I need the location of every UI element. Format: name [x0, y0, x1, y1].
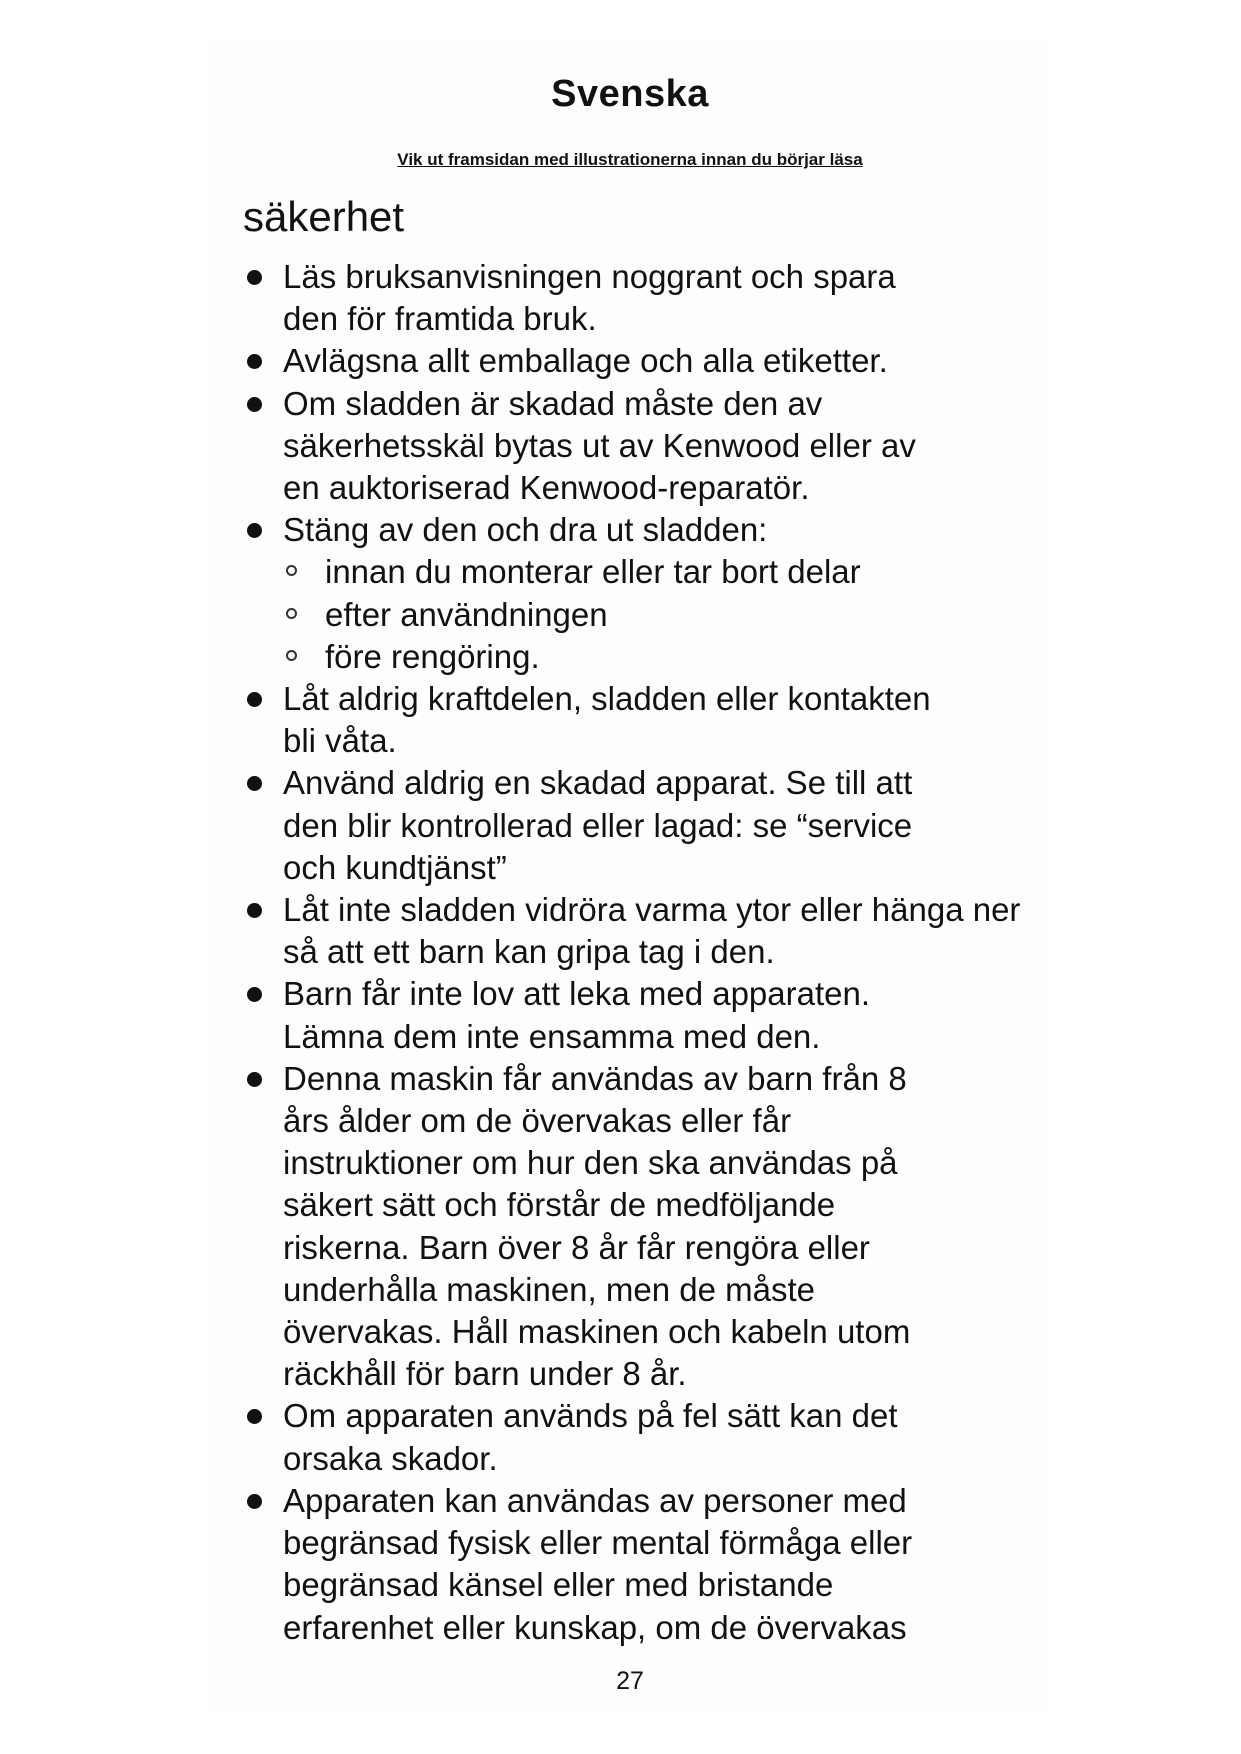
list-item-text: Barn får inte lov att leka med apparaten. Lämna dem inte ensamma med den. — [283, 975, 871, 1055]
list-item — [243, 509, 1023, 678]
list-item-text: Avlägsna allt emballage och alla etiketter. — [283, 342, 888, 380]
list-item-text: Låt aldrig kraftdelen, sladden eller kontakten bli våta. — [283, 680, 931, 760]
bullet-icon — [247, 1072, 262, 1087]
list-item — [243, 256, 1023, 340]
circle-bullet-icon — [286, 650, 297, 661]
list-item — [243, 340, 1023, 382]
list-item — [243, 1058, 1023, 1396]
bullet-icon — [247, 692, 262, 707]
circle-bullet-icon — [286, 565, 297, 576]
sub-list-item — [283, 594, 1023, 636]
page-subtitle: Vik ut framsidan med illustrationerna innan du börjar läsa — [397, 150, 863, 169]
list-item-text: Läs bruksanvisningen noggrant och spara den för framtida bruk. — [283, 258, 896, 338]
sub-list-item — [283, 636, 1023, 678]
bullet-icon — [247, 1494, 262, 1509]
list-item-text: Om sladden är skadad måste den av säkerhetsskäl bytas ut av Kenwood eller av en auktoriserad Kenwood-reparatör. — [283, 384, 916, 507]
sub-list — [283, 551, 1023, 678]
bullet-icon — [247, 354, 262, 369]
list-item — [243, 973, 1023, 1057]
circle-bullet-icon — [286, 608, 297, 619]
bullet-icon — [247, 987, 262, 1002]
sub-list-item — [283, 551, 1023, 593]
list-item-text: Använd aldrig en skadad apparat. Se till att den blir kontrollerad eller lagad: se “service och kundtjänst” — [283, 764, 913, 886]
list-item-text: Om apparaten används på fel sätt kan det orsaka skador. — [283, 1397, 898, 1477]
safety-list — [243, 256, 1023, 1649]
bullet-icon — [247, 270, 262, 285]
list-item — [243, 1395, 1023, 1479]
list-item-text: Denna maskin får användas av barn från 8 års ålder om de övervakas eller får instruktioner om hur den ska användas på säkert sätt och förstår de medföljande riskerna. Barn över 8 år får rengöra eller underhålla maskinen, men de måste övervakas. Håll maskinen och kabeln utom räckhåll för barn under 8 år. — [283, 1059, 911, 1393]
list-item — [243, 762, 1023, 889]
bullet-icon — [247, 523, 262, 538]
bullet-icon — [247, 397, 262, 412]
list-item-text: Stäng av den och dra ut sladden: — [283, 511, 768, 549]
bullet-icon — [247, 776, 262, 791]
list-item — [243, 383, 1023, 510]
list-item-text: Låt inte sladden vidröra varma ytor eller hänga ner så att ett barn kan gripa tag i den. — [283, 891, 1021, 971]
sub-list-item-text: efter användningen — [325, 595, 608, 633]
list-item — [243, 1480, 1023, 1649]
bullet-icon — [247, 903, 262, 918]
document-page — [210, 42, 1050, 1712]
page-title: Svenska — [551, 73, 709, 115]
sub-list-item-text: innan du monterar eller tar bort delar — [325, 553, 861, 591]
list-item — [243, 889, 1023, 973]
sub-list-item-text: före rengöring. — [325, 637, 540, 675]
list-item — [243, 678, 1023, 762]
bullet-icon — [247, 1409, 262, 1424]
page-number: 27 — [616, 1667, 644, 1695]
section-heading: säkerhet — [243, 193, 405, 240]
list-item-text: Apparaten kan användas av personer med begränsad fysisk eller mental förmåga eller begränsad känsel eller med bristande erfarenhet eller kunskap, om de övervakas — [283, 1481, 913, 1646]
